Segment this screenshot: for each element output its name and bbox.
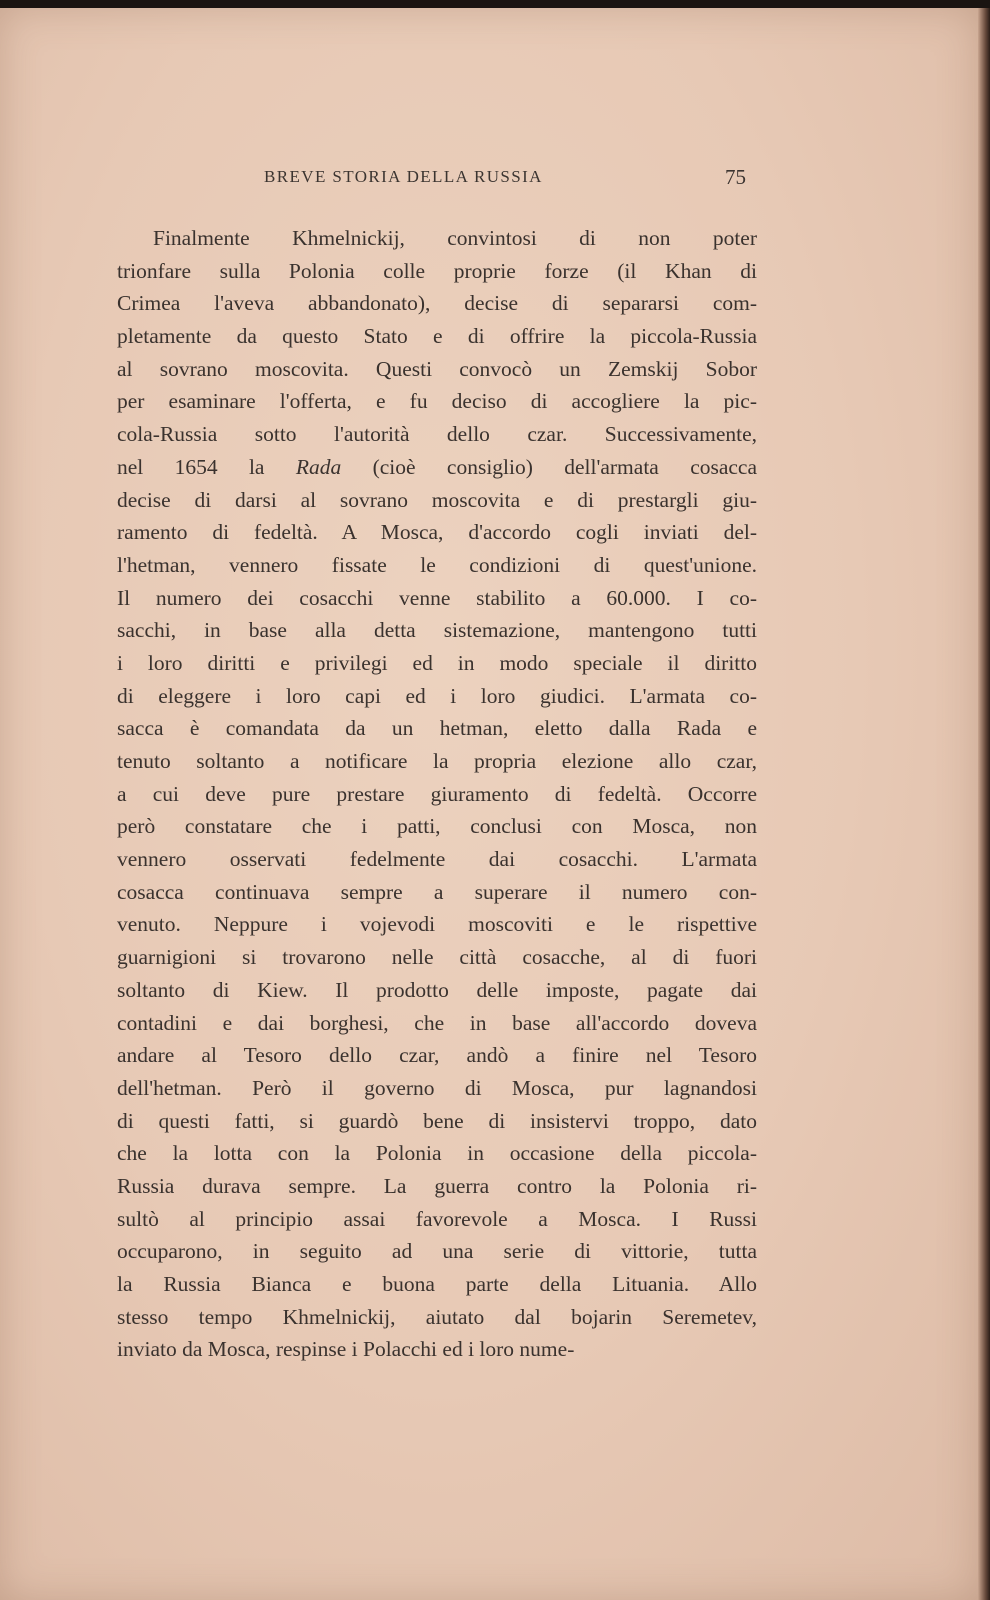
text-line: la Russia Bianca e buona parte della Lituania. Allo xyxy=(117,1272,757,1296)
text-line-head: nel 1654 la xyxy=(117,454,265,479)
text-line-tail: (cioè consiglio) dell'armata cosacca xyxy=(372,454,758,479)
text-line: andare al Tesoro dello czar, andò a finire nel Tesoro xyxy=(117,1043,757,1068)
text-line: occuparono, in seguito ad una serie di vittorie, tutta xyxy=(117,1239,757,1264)
text-line: sultò al principio assai favorevole a Mosca. I Russi xyxy=(117,1206,757,1231)
text-line: cosacca continuava sempre a superare il numero con- xyxy=(117,879,757,904)
text-line-with-italic xyxy=(117,451,757,484)
text-line: inviato da Mosca, respinse i Polacchi ed i loro nume- xyxy=(117,1337,575,1362)
text-line: i loro diritti e privilegi ed in modo speciale il diritto xyxy=(117,650,757,675)
text-line: trionfare sulla Polonia colle proprie forze (il Khan di xyxy=(117,258,757,283)
text-line: vennero osservati fedelmente dai cosacchi. L'armata xyxy=(117,847,757,872)
text-line: Il numero dei cosacchi venne stabilito a 60.000. I co- xyxy=(117,585,757,610)
text-line: cola-Russia sotto l'autorità dello czar. Successivamente, xyxy=(117,422,757,447)
text-line: tenuto soltanto a notificare la propria elezione allo czar, xyxy=(117,749,757,773)
running-head xyxy=(0,167,990,197)
italic-term: Rada xyxy=(295,454,342,479)
text-line: contadini e dai borghesi, che in base all'accordo doveva xyxy=(117,1010,757,1035)
text-line: però constatare che i patti, conclusi con Mosca, non xyxy=(117,814,757,839)
text-line: guarnigioni si trovarono nelle città cosacche, al di fuori xyxy=(117,945,757,970)
text-line: venuto. Neppure i vojevodi moscoviti e le rispettive xyxy=(117,912,757,937)
text-line: di eleggere i loro capi ed i loro giudici. L'armata co- xyxy=(117,683,757,708)
text-line: per esaminare l'offerta, e fu deciso di accogliere la pic- xyxy=(117,389,757,414)
text-line: a cui deve pure prestare giuramento di fedeltà. Occorre xyxy=(117,781,757,806)
text-line: al sovrano moscovita. Questi convocò un Zemskij Sobor xyxy=(117,356,757,381)
text-line: dell'hetman. Però il governo di Mosca, pur lagnandosi xyxy=(117,1075,757,1100)
text-line: stesso tempo Khmelnickij, aiutato dal bojarin Seremetev, xyxy=(117,1304,757,1329)
page-number: 75 xyxy=(725,165,746,189)
text-line: l'hetman, vennero fissate le condizioni di quest'unione. xyxy=(117,552,757,577)
text-line: che la lotta con la Polonia in occasione della piccola- xyxy=(117,1141,757,1166)
text-line: soltanto di Kiew. Il prodotto delle imposte, pagate dai xyxy=(117,977,757,1002)
text-line: Russia durava sempre. La guerra contro la Polonia ri- xyxy=(117,1173,757,1198)
text-line: sacchi, in base alla detta sistemazione, mantengono tutti xyxy=(117,618,757,643)
page-edge xyxy=(978,8,990,1600)
text-line: sacca è comandata da un hetman, eletto dalla Rada e xyxy=(117,716,757,741)
text-line: pletamente da questo Stato e di offrire la piccola-Russia xyxy=(117,324,757,349)
text-line: Finalmente Khmelnickij, convintosi di non poter xyxy=(153,226,757,250)
text-line: decise di darsi al sovrano moscovita e di prestargli giu- xyxy=(117,487,757,512)
text-line: ramento di fedeltà. A Mosca, d'accordo cogli inviati del- xyxy=(117,520,757,545)
running-title: BREVE STORIA DELLA RUSSIA xyxy=(264,167,543,186)
text-line: di questi fatti, si guardò bene di insistervi troppo, dato xyxy=(117,1108,757,1133)
text-line: Crimea l'aveva abbandonato), decise di separarsi com- xyxy=(117,291,757,316)
body-paragraph xyxy=(117,222,757,1366)
